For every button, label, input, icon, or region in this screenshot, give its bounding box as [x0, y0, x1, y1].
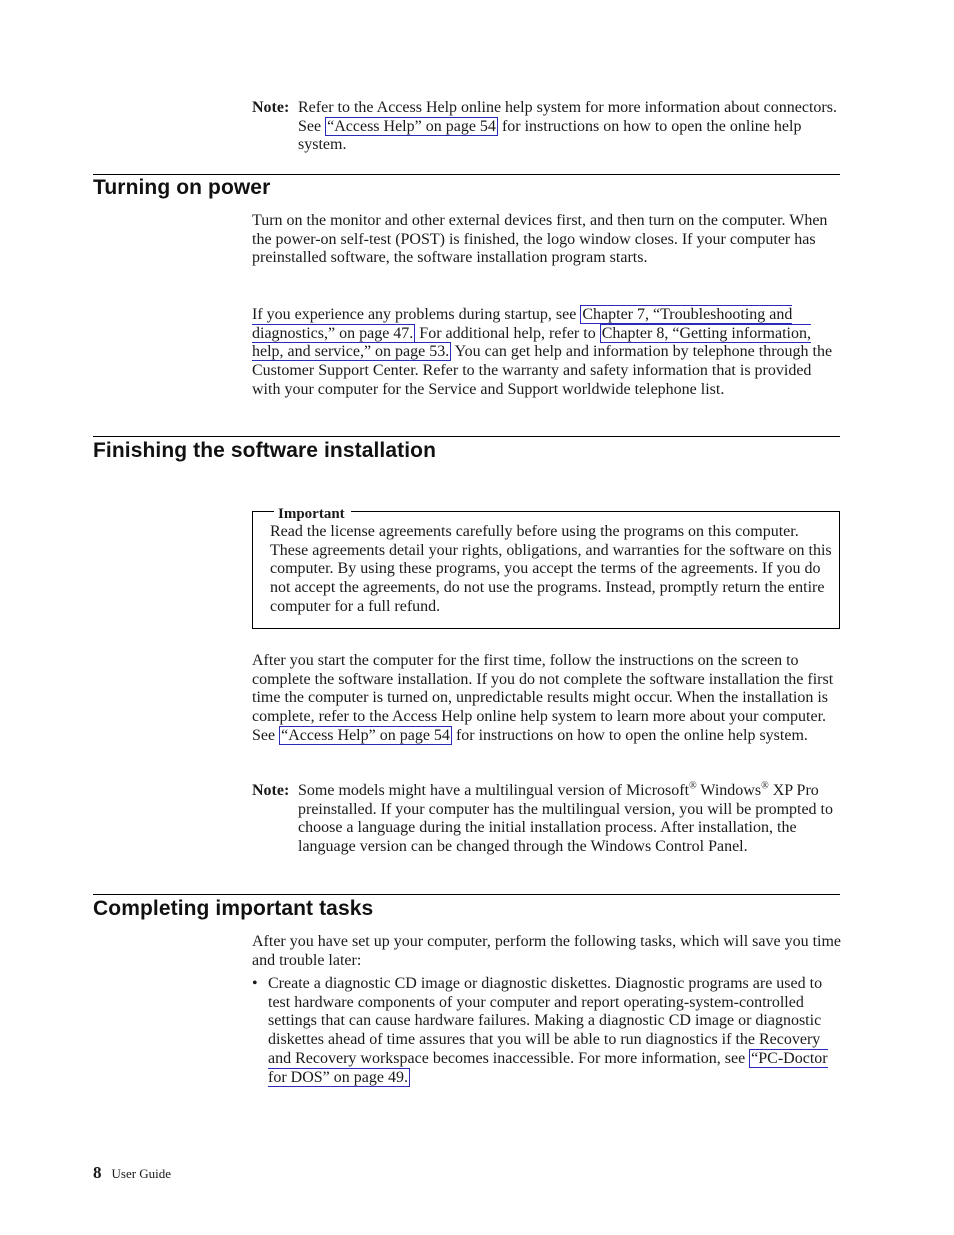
- link-chapter-7[interactable]: Chapter 7, “Troubleshooting and diagnostics,” on page 47.: [252, 306, 793, 342]
- link-access-help-2[interactable]: “Access Help” on page 54: [281, 726, 450, 744]
- section-divider: [93, 894, 840, 895]
- note-label: Note:: [252, 99, 290, 116]
- page-footer: [93, 1163, 171, 1183]
- note-body: [298, 99, 842, 155]
- heading-finishing-software: Finishing the software installation: [93, 439, 437, 462]
- paragraph-startup-problems: [252, 306, 842, 400]
- para-text: For additional help, refer to: [415, 324, 600, 342]
- heading-completing-tasks: Completing important tasks: [93, 897, 374, 920]
- note-label: Note:: [252, 782, 290, 799]
- task-list: [252, 975, 842, 1087]
- important-title: Important: [274, 505, 351, 523]
- note-text-end: for instructions on how to open the online help system.: [298, 117, 802, 154]
- bullet-icon: •: [252, 975, 258, 992]
- link-pc-doctor[interactable]: “PC-Doctor for DOS” on page 49.: [268, 1049, 828, 1086]
- para-text: After you start the computer for the first time, follow the instructions on the screen to complete the software installation. If you do not complete the software installation the first time the computer is turned on, unpredictable results might occur. When the installation is complete, refer to the Access Help online help system to learn more about your computer. See: [252, 652, 834, 744]
- para-text: You can get help and information by telephone through the Customer Support Center. Refer to the warranty and safety information that is provided with your computer for the Service and Support worldwide telephone list.: [252, 343, 833, 398]
- para-text: If you experience any problems during startup, see: [252, 306, 581, 323]
- important-text: Read the license agreements carefully before using the programs on this computer. These agreements detail your rights, obligations, and warranties for the software on this computer. By using these programs, you accept the terms of the agreements. If you do not accept the agreements, do not use the programs. Instead, promptly return the entire computer for a full refund.: [270, 523, 832, 615]
- note-text: Refer to the Access Help online help system for more information about connectors. See: [298, 99, 837, 135]
- section-divider: [93, 174, 840, 175]
- note-text: XP Pro preinstalled. If your computer has the multilingual version, you will be prompted to choose a language during the initial installation process. After installation, the language version can be changed through the Windows Control Panel.: [298, 782, 833, 856]
- para-text: for instructions on how to open the online help system.: [451, 726, 808, 744]
- list-item: [252, 975, 842, 1087]
- registered-mark: ®: [761, 780, 769, 792]
- note-text: Windows: [696, 782, 762, 799]
- paragraph-power-on: Turn on the monitor and other external devices first, and then turn on the computer. When the power-on self-test (POST) is finished, the logo window closes. If your computer has preinstalled software, the software installation program starts.: [252, 212, 828, 267]
- note-multilingual: [252, 782, 842, 857]
- registered-mark: ®: [689, 780, 697, 792]
- footer-title: User Guide: [111, 1166, 172, 1181]
- note-access-help: [252, 99, 842, 155]
- section-divider: [93, 436, 840, 437]
- link-chapter-8[interactable]: Chapter 8, “Getting information, help, and service,” on page 53.: [252, 324, 811, 361]
- note-body: [298, 782, 842, 857]
- heading-turning-on-power: Turning on power: [93, 176, 271, 199]
- page-number: 8: [93, 1163, 102, 1182]
- paragraph-tasks-intro: After you have set up your computer, perform the following tasks, which will save you time and trouble later:: [252, 933, 841, 969]
- link-access-help[interactable]: “Access Help” on page 54: [327, 117, 496, 135]
- list-item-text: Create a diagnostic CD image or diagnostic diskettes. Diagnostic programs are used to test hardware components of your computer and report operating-system-controlled settings that can cause hardware failures. Making a diagnostic CD image or diagnostic diskettes ahead of time assures that you will be able to run diagnostics if the Recovery and Recovery workspace becomes inaccessible. For more information, see: [268, 975, 823, 1067]
- paragraph-first-start: [252, 652, 842, 746]
- note-text: Some models might have a multilingual version of Microsoft: [298, 782, 690, 799]
